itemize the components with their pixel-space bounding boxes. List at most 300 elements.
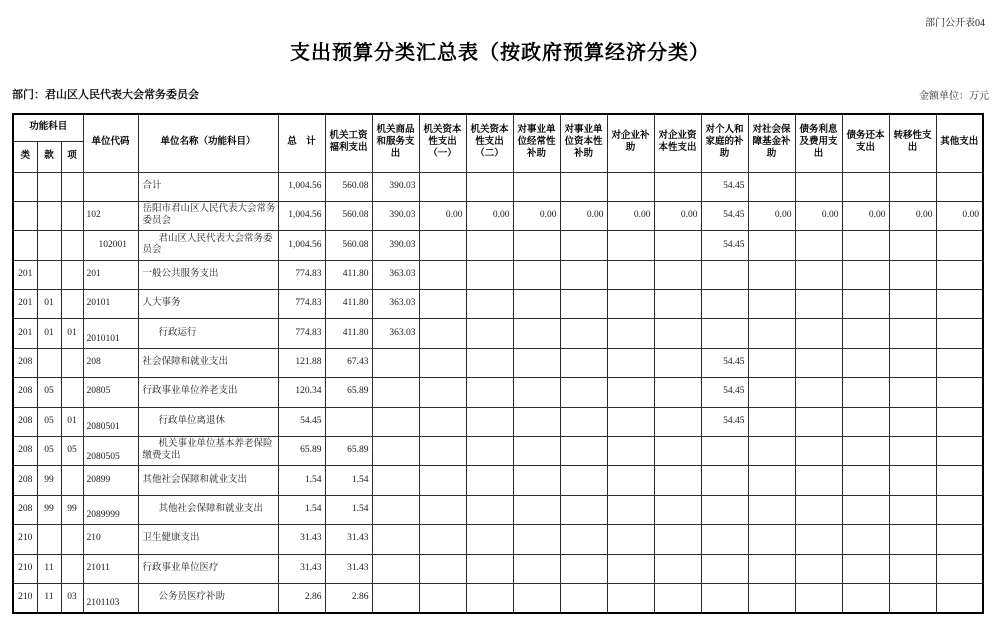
cell-value-12 <box>842 525 889 554</box>
cell-value-6 <box>560 495 607 524</box>
header-col-1: 机关工资福利支出 <box>325 114 372 172</box>
cell-value-0: 774.83 <box>278 319 325 348</box>
cell-value-10 <box>748 172 795 201</box>
cell-kuan: 01 <box>37 319 61 348</box>
cell-value-4 <box>466 466 513 495</box>
cell-value-6 <box>560 554 607 583</box>
table-row <box>13 172 983 201</box>
cell-value-3 <box>419 348 466 377</box>
cell-lei <box>13 201 37 230</box>
cell-xiang: 05 <box>61 437 83 466</box>
cell-kuan <box>37 201 61 230</box>
cell-value-3 <box>419 290 466 319</box>
cell-value-2 <box>372 378 419 407</box>
cell-unit-code: 2010101 <box>83 319 138 348</box>
table-row <box>13 319 983 348</box>
page-title: 支出预算分类汇总表（按政府预算经济分类） <box>290 42 710 64</box>
cell-lei: 210 <box>13 525 37 554</box>
cell-unit-name: 行政单位离退休 <box>138 407 278 436</box>
cell-value-11 <box>795 172 842 201</box>
cell-value-3 <box>419 525 466 554</box>
cell-value-0: 1,004.56 <box>278 201 325 230</box>
cell-value-5 <box>513 172 560 201</box>
cell-value-13 <box>889 466 936 495</box>
cell-xiang <box>61 231 83 260</box>
cell-kuan <box>37 172 61 201</box>
cell-value-6 <box>560 348 607 377</box>
cell-value-3 <box>419 378 466 407</box>
cell-value-9 <box>701 525 748 554</box>
cell-value-9: 54.45 <box>701 172 748 201</box>
cell-kuan: 05 <box>37 407 61 436</box>
cell-value-5 <box>513 554 560 583</box>
cell-value-5 <box>513 260 560 289</box>
cell-unit-name: 人大事务 <box>138 290 278 319</box>
cell-unit-name: 其他社会保障和就业支出 <box>138 466 278 495</box>
doc-reference-label: 部门公开表04 <box>925 18 985 29</box>
header-total: 总 计 <box>278 114 325 172</box>
table-row <box>13 201 983 230</box>
cell-value-5 <box>513 378 560 407</box>
cell-value-12 <box>842 554 889 583</box>
cell-value-8: 0.00 <box>654 201 701 230</box>
cell-value-14 <box>936 231 983 260</box>
cell-kuan <box>37 231 61 260</box>
cell-kuan: 05 <box>37 437 61 466</box>
cell-value-7 <box>607 290 654 319</box>
cell-lei: 208 <box>13 348 37 377</box>
cell-value-8 <box>654 319 701 348</box>
cell-value-14 <box>936 378 983 407</box>
cell-value-14 <box>936 554 983 583</box>
cell-value-11 <box>795 525 842 554</box>
table-row <box>13 290 983 319</box>
cell-value-0: 1,004.56 <box>278 231 325 260</box>
cell-value-3 <box>419 319 466 348</box>
cell-value-10 <box>748 290 795 319</box>
cell-value-8 <box>654 348 701 377</box>
cell-value-10 <box>748 525 795 554</box>
cell-value-4 <box>466 172 513 201</box>
cell-value-7 <box>607 319 654 348</box>
cell-value-5 <box>513 348 560 377</box>
cell-unit-name: 行政事业单位养老支出 <box>138 378 278 407</box>
cell-value-8 <box>654 407 701 436</box>
cell-xiang <box>61 525 83 554</box>
table-row <box>13 407 983 436</box>
cell-value-7 <box>607 348 654 377</box>
cell-xiang: 99 <box>61 495 83 524</box>
header-col-5: 对事业单位经常性补助 <box>513 114 560 172</box>
cell-value-1: 560.08 <box>325 201 372 230</box>
cell-value-5 <box>513 466 560 495</box>
cell-unit-code <box>83 172 138 201</box>
cell-value-4 <box>466 348 513 377</box>
header-col-11: 债务利息及费用支出 <box>795 114 842 172</box>
cell-kuan: 99 <box>37 466 61 495</box>
cell-value-6 <box>560 525 607 554</box>
cell-value-2 <box>372 525 419 554</box>
table-row <box>13 495 983 524</box>
cell-unit-code: 2089999 <box>83 495 138 524</box>
cell-value-3 <box>419 437 466 466</box>
cell-value-7 <box>607 466 654 495</box>
table-header <box>13 114 983 172</box>
cell-lei: 208 <box>13 466 37 495</box>
cell-lei: 201 <box>13 290 37 319</box>
cell-value-9 <box>701 319 748 348</box>
cell-value-6 <box>560 466 607 495</box>
cell-value-7 <box>607 437 654 466</box>
header-col-4: 机关资本性支出（二） <box>466 114 513 172</box>
cell-unit-code: 20899 <box>83 466 138 495</box>
header-col-6: 对事业单位资本性补助 <box>560 114 607 172</box>
cell-value-12: 0.00 <box>842 201 889 230</box>
cell-unit-code: 210 <box>83 525 138 554</box>
cell-value-6 <box>560 231 607 260</box>
cell-unit-name: 岳阳市君山区人民代表大会常务委员会 <box>138 201 278 230</box>
cell-value-0: 1,004.56 <box>278 172 325 201</box>
cell-value-7 <box>607 583 654 612</box>
table-row <box>13 583 983 612</box>
cell-value-0: 65.89 <box>278 437 325 466</box>
department-label: 部门：君山区人民代表大会常务委员会 <box>12 89 199 101</box>
cell-unit-code: 2080505 <box>83 437 138 466</box>
cell-value-13 <box>889 554 936 583</box>
cell-value-2: 363.03 <box>372 260 419 289</box>
cell-value-6: 0.00 <box>560 201 607 230</box>
cell-unit-name: 卫生健康支出 <box>138 525 278 554</box>
header-col-10: 对社会保障基金补助 <box>748 114 795 172</box>
cell-value-14 <box>936 466 983 495</box>
cell-value-7 <box>607 525 654 554</box>
cell-value-3 <box>419 260 466 289</box>
cell-value-13 <box>889 319 936 348</box>
cell-value-0: 1.54 <box>278 466 325 495</box>
cell-value-2: 390.03 <box>372 201 419 230</box>
cell-value-4 <box>466 583 513 612</box>
cell-value-1: 411.80 <box>325 290 372 319</box>
cell-unit-name: 社会保障和就业支出 <box>138 348 278 377</box>
cell-value-14 <box>936 437 983 466</box>
cell-value-11 <box>795 348 842 377</box>
cell-value-12 <box>842 348 889 377</box>
cell-value-11 <box>795 290 842 319</box>
cell-value-11 <box>795 466 842 495</box>
cell-value-8 <box>654 172 701 201</box>
cell-xiang <box>61 348 83 377</box>
cell-value-13 <box>889 437 936 466</box>
header-col-2: 机关商品和服务支出 <box>372 114 419 172</box>
cell-kuan <box>37 260 61 289</box>
cell-unit-name: 公务员医疗补助 <box>138 583 278 612</box>
cell-value-13 <box>889 172 936 201</box>
cell-value-13 <box>889 231 936 260</box>
cell-lei: 210 <box>13 554 37 583</box>
cell-value-6 <box>560 319 607 348</box>
cell-unit-code: 20805 <box>83 378 138 407</box>
cell-value-4 <box>466 378 513 407</box>
cell-value-12 <box>842 231 889 260</box>
cell-value-3 <box>419 495 466 524</box>
cell-value-6 <box>560 260 607 289</box>
cell-value-10 <box>748 495 795 524</box>
cell-value-6 <box>560 583 607 612</box>
cell-value-9: 54.45 <box>701 378 748 407</box>
cell-value-9: 54.45 <box>701 231 748 260</box>
cell-value-5: 0.00 <box>513 201 560 230</box>
table-row <box>13 525 983 554</box>
cell-value-7 <box>607 260 654 289</box>
cell-value-8 <box>654 437 701 466</box>
cell-value-10 <box>748 231 795 260</box>
cell-lei: 210 <box>13 583 37 612</box>
cell-value-10 <box>748 407 795 436</box>
cell-value-2 <box>372 554 419 583</box>
cell-value-12 <box>842 495 889 524</box>
cell-kuan: 01 <box>37 290 61 319</box>
header-col-12: 债务还本支出 <box>842 114 889 172</box>
cell-value-8 <box>654 554 701 583</box>
amount-unit-label: 金额单位：万元 <box>919 91 989 102</box>
cell-value-9 <box>701 554 748 583</box>
cell-xiang <box>61 378 83 407</box>
cell-value-2: 363.03 <box>372 290 419 319</box>
cell-value-0: 121.88 <box>278 348 325 377</box>
cell-value-13 <box>889 378 936 407</box>
cell-value-8 <box>654 525 701 554</box>
budget-table <box>12 113 984 614</box>
cell-value-5 <box>513 525 560 554</box>
cell-value-1: 65.89 <box>325 378 372 407</box>
cell-value-5 <box>513 583 560 612</box>
table-row <box>13 554 983 583</box>
cell-value-0: 774.83 <box>278 290 325 319</box>
cell-value-12 <box>842 260 889 289</box>
cell-value-5 <box>513 231 560 260</box>
cell-unit-code: 102001 <box>83 231 138 260</box>
cell-value-1: 411.80 <box>325 260 372 289</box>
cell-value-8 <box>654 495 701 524</box>
cell-unit-code: 21011 <box>83 554 138 583</box>
cell-value-14 <box>936 583 983 612</box>
cell-value-3 <box>419 172 466 201</box>
cell-value-6 <box>560 437 607 466</box>
cell-lei <box>13 172 37 201</box>
cell-value-3 <box>419 466 466 495</box>
cell-value-9 <box>701 495 748 524</box>
cell-value-12 <box>842 437 889 466</box>
cell-unit-name: 行政事业单位医疗 <box>138 554 278 583</box>
cell-unit-name: 机关事业单位基本养老保险缴费支出 <box>138 437 278 466</box>
cell-xiang: 01 <box>61 407 83 436</box>
cell-xiang: 01 <box>61 319 83 348</box>
cell-kuan: 11 <box>37 554 61 583</box>
cell-value-10 <box>748 378 795 407</box>
cell-value-13 <box>889 583 936 612</box>
cell-value-4 <box>466 437 513 466</box>
cell-value-1: 67.43 <box>325 348 372 377</box>
cell-value-14 <box>936 407 983 436</box>
cell-value-6 <box>560 172 607 201</box>
cell-value-6 <box>560 290 607 319</box>
cell-value-2 <box>372 348 419 377</box>
cell-value-5 <box>513 437 560 466</box>
cell-value-9 <box>701 466 748 495</box>
cell-value-9 <box>701 260 748 289</box>
cell-value-4 <box>466 260 513 289</box>
cell-value-1: 31.43 <box>325 525 372 554</box>
cell-value-13 <box>889 525 936 554</box>
header-col-8: 对企业资本性支出 <box>654 114 701 172</box>
table-row <box>13 231 983 260</box>
cell-value-10 <box>748 348 795 377</box>
cell-value-11 <box>795 378 842 407</box>
cell-xiang <box>61 201 83 230</box>
cell-xiang <box>61 290 83 319</box>
cell-value-5 <box>513 290 560 319</box>
header-xiang: 项 <box>61 141 83 172</box>
cell-xiang <box>61 172 83 201</box>
cell-value-1: 31.43 <box>325 554 372 583</box>
cell-kuan: 11 <box>37 583 61 612</box>
cell-value-4 <box>466 290 513 319</box>
cell-value-9: 54.45 <box>701 407 748 436</box>
cell-value-9: 54.45 <box>701 348 748 377</box>
cell-value-7 <box>607 554 654 583</box>
cell-lei: 208 <box>13 495 37 524</box>
cell-value-6 <box>560 378 607 407</box>
cell-value-12 <box>842 319 889 348</box>
cell-value-13 <box>889 407 936 436</box>
header-col-7: 对企业补助 <box>607 114 654 172</box>
cell-value-14 <box>936 290 983 319</box>
cell-value-10 <box>748 583 795 612</box>
cell-value-2: 390.03 <box>372 231 419 260</box>
cell-lei <box>13 231 37 260</box>
cell-unit-code: 2080501 <box>83 407 138 436</box>
cell-value-1: 560.08 <box>325 231 372 260</box>
cell-kuan <box>37 525 61 554</box>
cell-value-4 <box>466 495 513 524</box>
cell-value-10 <box>748 554 795 583</box>
cell-value-8 <box>654 260 701 289</box>
cell-value-4 <box>466 525 513 554</box>
cell-lei: 208 <box>13 437 37 466</box>
cell-value-13 <box>889 348 936 377</box>
cell-value-8 <box>654 378 701 407</box>
cell-value-4 <box>466 231 513 260</box>
cell-value-0: 1.54 <box>278 495 325 524</box>
cell-value-1: 1.54 <box>325 495 372 524</box>
cell-unit-name: 合计 <box>138 172 278 201</box>
cell-value-2 <box>372 495 419 524</box>
cell-value-11 <box>795 260 842 289</box>
cell-value-8 <box>654 466 701 495</box>
cell-value-8 <box>654 583 701 612</box>
cell-value-7 <box>607 495 654 524</box>
cell-xiang <box>61 554 83 583</box>
cell-unit-code: 102 <box>83 201 138 230</box>
cell-unit-code: 2101103 <box>83 583 138 612</box>
cell-value-4: 0.00 <box>466 201 513 230</box>
cell-value-2 <box>372 407 419 436</box>
cell-value-7 <box>607 231 654 260</box>
cell-value-8 <box>654 231 701 260</box>
cell-value-10 <box>748 437 795 466</box>
cell-value-5 <box>513 495 560 524</box>
cell-value-4 <box>466 407 513 436</box>
cell-value-9: 54.45 <box>701 201 748 230</box>
cell-value-0: 120.34 <box>278 378 325 407</box>
cell-kuan: 99 <box>37 495 61 524</box>
cell-unit-code: 20101 <box>83 290 138 319</box>
cell-value-14 <box>936 319 983 348</box>
cell-value-12 <box>842 466 889 495</box>
cell-value-13 <box>889 290 936 319</box>
cell-value-12 <box>842 378 889 407</box>
cell-value-8 <box>654 290 701 319</box>
cell-value-13 <box>889 495 936 524</box>
cell-value-11: 0.00 <box>795 201 842 230</box>
cell-value-9 <box>701 437 748 466</box>
cell-value-9 <box>701 583 748 612</box>
cell-value-3 <box>419 407 466 436</box>
cell-value-14 <box>936 525 983 554</box>
cell-unit-name: 其他社会保障和就业支出 <box>138 495 278 524</box>
cell-unit-name: 行政运行 <box>138 319 278 348</box>
cell-unit-code: 208 <box>83 348 138 377</box>
table-row <box>13 348 983 377</box>
cell-xiang <box>61 260 83 289</box>
cell-value-3 <box>419 583 466 612</box>
cell-kuan: 05 <box>37 378 61 407</box>
cell-value-14 <box>936 348 983 377</box>
header-func-group: 功能科目 <box>13 114 83 141</box>
cell-value-5 <box>513 407 560 436</box>
cell-value-5 <box>513 319 560 348</box>
cell-value-1 <box>325 407 372 436</box>
header-unit-name: 单位名称（功能科目） <box>138 114 278 172</box>
table-row <box>13 378 983 407</box>
cell-value-12 <box>842 172 889 201</box>
cell-lei: 201 <box>13 319 37 348</box>
header-col-14: 其他支出 <box>936 114 983 172</box>
cell-value-3 <box>419 554 466 583</box>
table-row <box>13 260 983 289</box>
table-row <box>13 437 983 466</box>
cell-value-11 <box>795 495 842 524</box>
header-kuan: 款 <box>37 141 61 172</box>
cell-value-14 <box>936 260 983 289</box>
cell-value-11 <box>795 407 842 436</box>
cell-value-13 <box>889 260 936 289</box>
cell-value-1: 2.86 <box>325 583 372 612</box>
cell-value-4 <box>466 319 513 348</box>
cell-value-0: 774.83 <box>278 260 325 289</box>
cell-value-11 <box>795 583 842 612</box>
cell-value-11 <box>795 231 842 260</box>
cell-value-2: 390.03 <box>372 172 419 201</box>
cell-value-10 <box>748 319 795 348</box>
cell-value-9 <box>701 290 748 319</box>
cell-value-14 <box>936 172 983 201</box>
cell-value-14 <box>936 495 983 524</box>
cell-value-2 <box>372 583 419 612</box>
cell-unit-name: 君山区人民代表大会常务委员会 <box>138 231 278 260</box>
cell-value-1: 1.54 <box>325 466 372 495</box>
cell-unit-name: 一般公共服务支出 <box>138 260 278 289</box>
